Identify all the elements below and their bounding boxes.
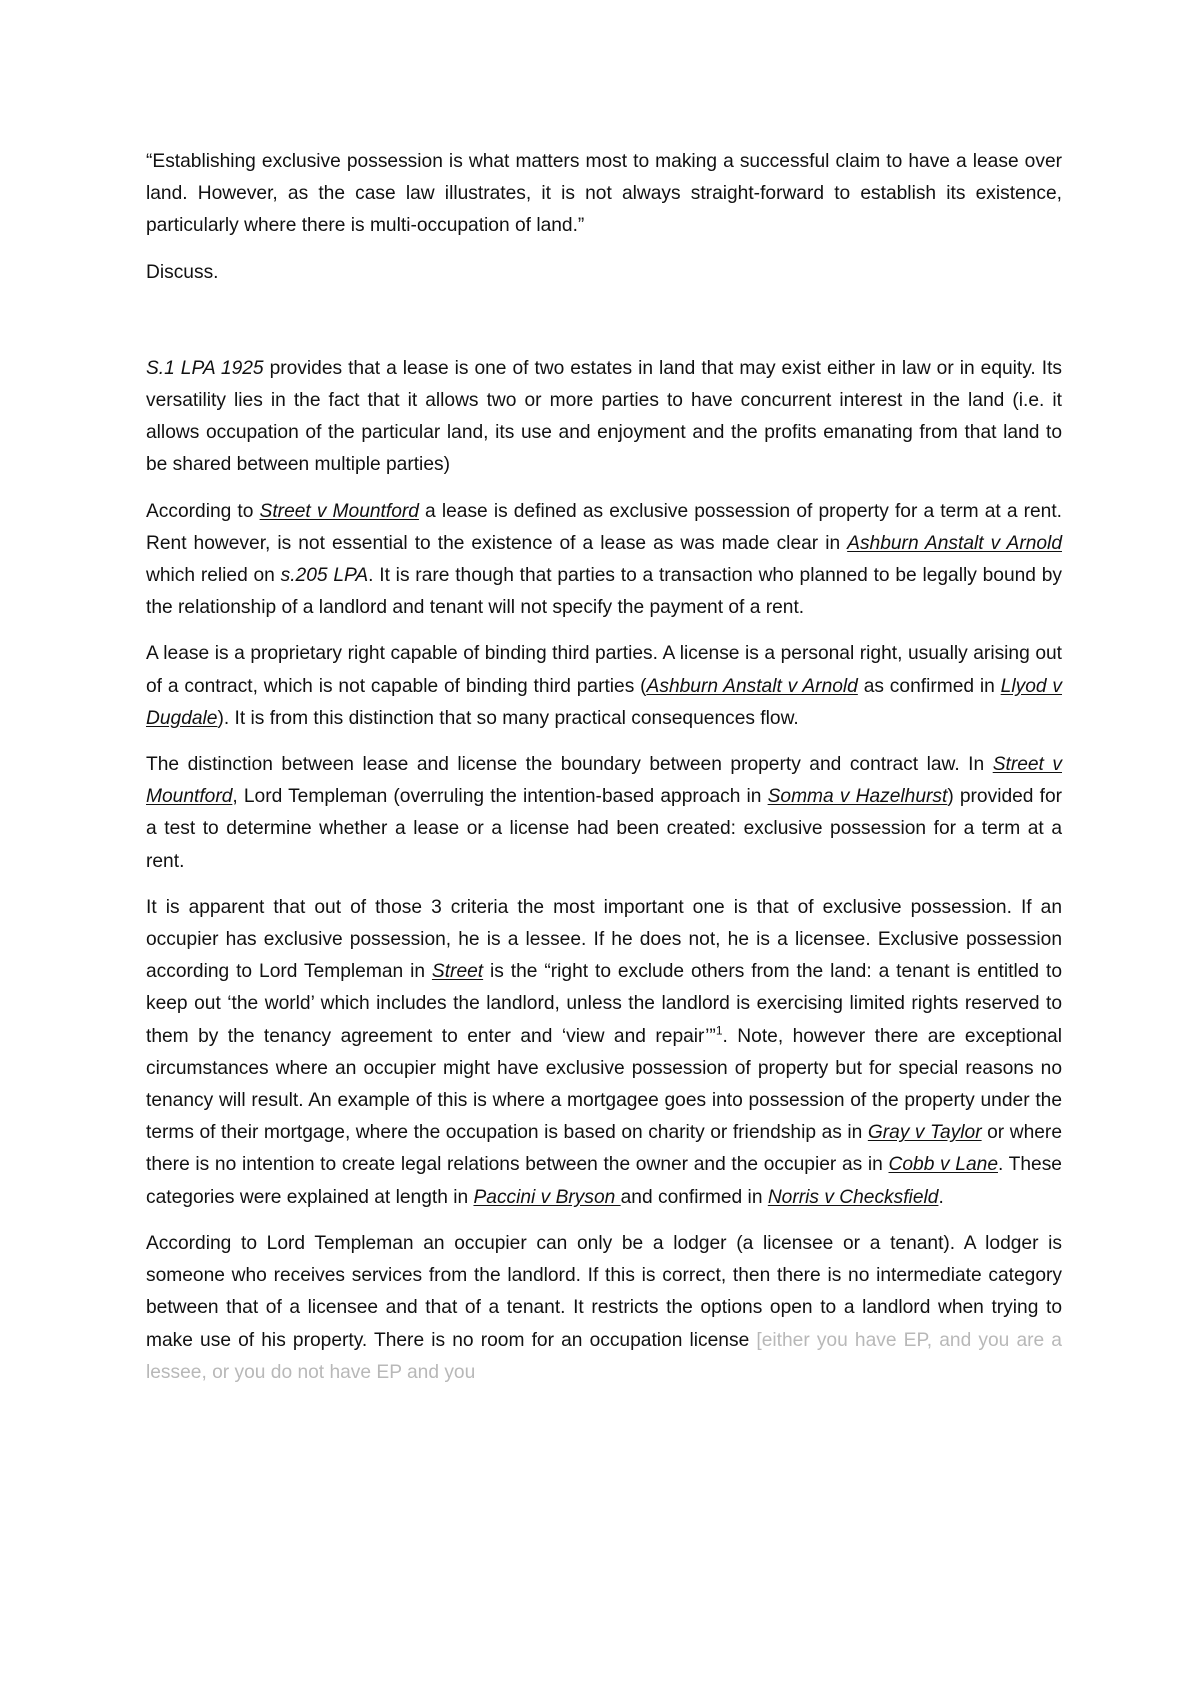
case-citation: Norris v Checksfield	[767, 1186, 939, 1208]
discuss-instruction: Discuss.	[146, 261, 219, 283]
text-run: It is apparent that out of those 3 criteria the most important one is that of exclusive possession. If an occupier has exclusive possession, he is a lessee. If he does not, he is a licensee. Exclusive possession according to Lord Templeman in	[146, 896, 1062, 983]
case-citation: Llyod v Dugdale	[146, 675, 1062, 729]
statute-reference: s.205 LPA	[280, 565, 369, 587]
text-run: , Lord Templeman (overruling the intention-based approach in	[232, 786, 768, 808]
text-run: a lease is defined as exclusive possession of property for a term at a rent. Rent however, is not essential to the existence of a lease as was made clear in	[146, 500, 1062, 554]
paragraph-exclusive-possession	[146, 892, 1062, 1214]
text-run: as confirmed in	[857, 675, 1001, 697]
footnote-marker[interactable]: 1	[715, 1023, 723, 1038]
statute-reference: S.1 LPA 1925	[146, 357, 264, 379]
faded-preview-text: [either you have EP, and you are a lessee, or you do not have EP and you	[146, 1329, 1062, 1383]
case-citation: Street	[431, 961, 484, 983]
case-citation: Ashburn Anstalt v Arnold	[847, 532, 1062, 554]
text-run: . It is rare though that parties to a transaction who planned to be legally bound by the relationship of a landlord and tenant will not specify the payment of a rent.	[146, 565, 1062, 619]
text-run: is the “right to exclude others from the land: a tenant is entitled to keep out ‘the world’ which includes the landlord, unless the landlord is exercising limited rights reserved to them by the tenancy agreement to enter and ‘view and repair’”	[146, 961, 1062, 1047]
case-citation: Ashburn Anstalt v Arnold	[646, 675, 858, 697]
case-citation: Paccini v Bryson	[473, 1186, 621, 1208]
essay-question-quote: “Establishing exclusive possession is what matters most to making a successful claim to have a lease over land. However, as the case law illustrates, it is not always straight-forward to establish its existence, particularly where there is multi-occupation of land.”	[146, 151, 1062, 237]
case-citation: Street v Mountford	[146, 754, 1062, 808]
paragraph-lease-license-distinction	[146, 749, 1062, 878]
paragraph-proprietary-right	[146, 638, 1062, 735]
text-run: ) provided for a test to determine whether a lease or a license had been created: exclusive possession for a term at a rent.	[146, 786, 1063, 872]
text-run: ). It is from this distinction that so many practical consequences flow.	[217, 707, 799, 729]
text-run: . Note, however there are exceptional circumstances where an occupier might have exclusive possession of property but for special reasons no tenancy will result. An example of this is where a mortgagee goes into possession of the property under the terms of their mortgage, where the occupation is based on charity or friendship as in	[146, 1025, 1062, 1144]
case-citation: Cobb v Lane	[888, 1154, 998, 1176]
text-run: According to	[146, 500, 260, 522]
paragraph-lodger	[146, 1228, 1062, 1389]
text-run: which relied on	[146, 565, 281, 587]
text-run: According to Lord Templeman an occupier can only be a lodger (a licensee or a tenant). A lodger is someone who receives services from the landlord. If this is correct, then there is no intermediate category between that of a licensee and that of a tenant. It restricts the options open to a landlord when trying to make use of his property. There is no room for an occupation license	[146, 1232, 1062, 1351]
text-run: . These categories were explained at length in	[146, 1154, 1062, 1208]
text-run: provides that a lease is one of two estates in land that may exist either in law or in equity. Its versatility lies in the fact that it allows two or more parties to have concurrent interest in the land (i.e. it allows occupation of the particular land, its use and enjoyment and the profits emanating from that land to be shared between multiple parties)	[146, 357, 1062, 476]
text-run: A lease is a proprietary right capable of binding third parties. A license is a personal right, usually arising out of a contract, which is not capable of binding third parties (	[146, 643, 1062, 697]
text-run: or where there is no intention to create legal relations between the owner and the occupier as in	[146, 1122, 1062, 1176]
paragraph-lpa-1925	[146, 353, 1062, 482]
text-run: and confirmed in	[620, 1186, 768, 1208]
case-citation: Street v Mountford	[259, 500, 419, 522]
case-citation: Gray v Taylor	[867, 1122, 982, 1144]
text-run: .	[938, 1186, 944, 1208]
paragraph-street-v-mountford	[146, 496, 1062, 625]
case-citation: Somma v Hazelhurst	[767, 786, 948, 808]
text-run: The distinction between lease and license the boundary between property and contract law. In	[146, 754, 993, 776]
document-page	[146, 146, 1062, 1389]
